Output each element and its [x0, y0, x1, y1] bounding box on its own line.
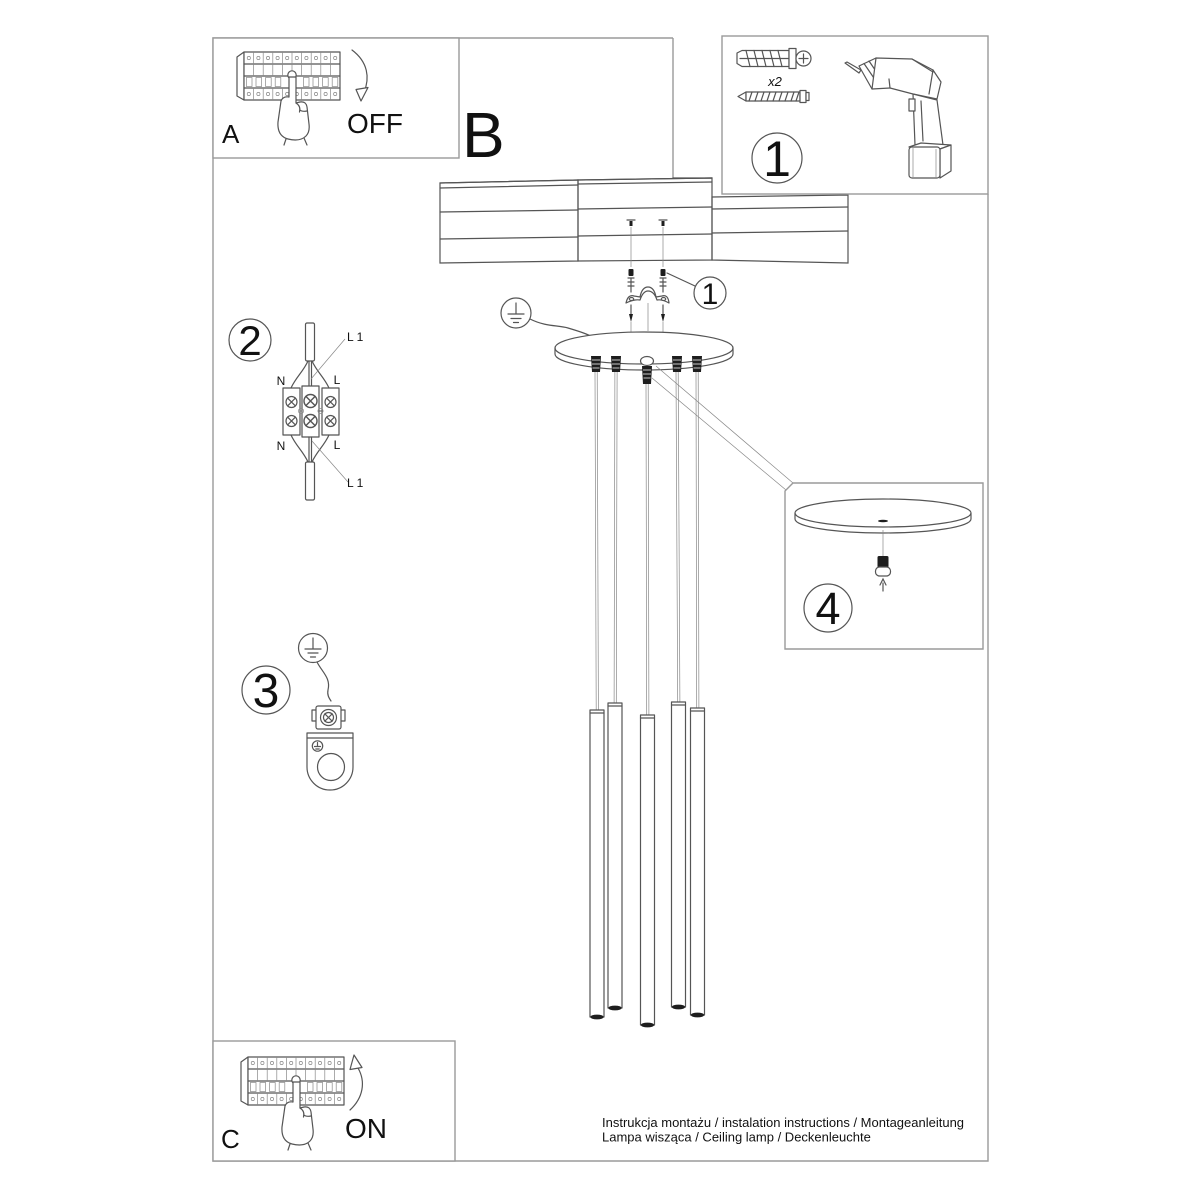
ground-symbol-icon [299, 634, 328, 663]
ground-symbol-icon [501, 298, 594, 338]
wire-label-l1-bottom: L 1 [347, 476, 364, 490]
step-c-label: C [221, 1124, 240, 1154]
step-1-badge: 1 [763, 131, 791, 187]
ground-terminal-icon [312, 706, 345, 729]
pendant-tube [641, 715, 655, 1027]
wall-plug-icon [737, 49, 811, 69]
footer-line-2: Lampa wisząca / Ceiling lamp / Deckenleuchte [602, 1129, 871, 1145]
footer-text [602, 1115, 964, 1145]
ground-bracket-icon [307, 733, 353, 790]
off-label: OFF [347, 108, 403, 139]
step-2-badge: 2 [238, 317, 262, 364]
step-4-canopy-box [785, 483, 983, 649]
step-1-main-badge: 1 [701, 278, 719, 311]
wire-label-n-bottom: N [276, 439, 286, 453]
screw-icon [738, 91, 809, 103]
wire-label-l-bottom: L [333, 438, 341, 452]
step-3-ground-diagram [242, 634, 353, 791]
step-a-label: A [222, 119, 240, 149]
dowel-qty-label: x2 [768, 74, 782, 89]
pendant-tube [608, 703, 622, 1010]
mounting-bracket-icon [626, 287, 669, 334]
footer-line-1: Instrukcja montażu / instalation instructions / Montageanleitung [602, 1115, 965, 1130]
step-3-badge: 3 [252, 665, 280, 718]
step-4-badge: 4 [815, 583, 841, 634]
wire-label-n-top: N [276, 374, 286, 388]
pendant-tube [691, 708, 705, 1017]
step-c-box [213, 1041, 455, 1161]
on-label: ON [345, 1113, 387, 1144]
canopy-illustration [555, 332, 793, 490]
pendant-tube [672, 702, 686, 1009]
pendant-cables [595, 372, 699, 715]
step-a-box [213, 38, 459, 158]
wire-label-l-top: L [333, 373, 341, 387]
wire-label-l1-top: L 1 [347, 330, 364, 344]
step-1-tools-box [722, 36, 988, 194]
pendant-tubes [590, 702, 705, 1027]
step-b-label: B [462, 99, 505, 171]
step-2-wiring-diagram [229, 317, 364, 500]
pendant-tube [590, 710, 604, 1019]
step-1-callout [667, 273, 726, 311]
